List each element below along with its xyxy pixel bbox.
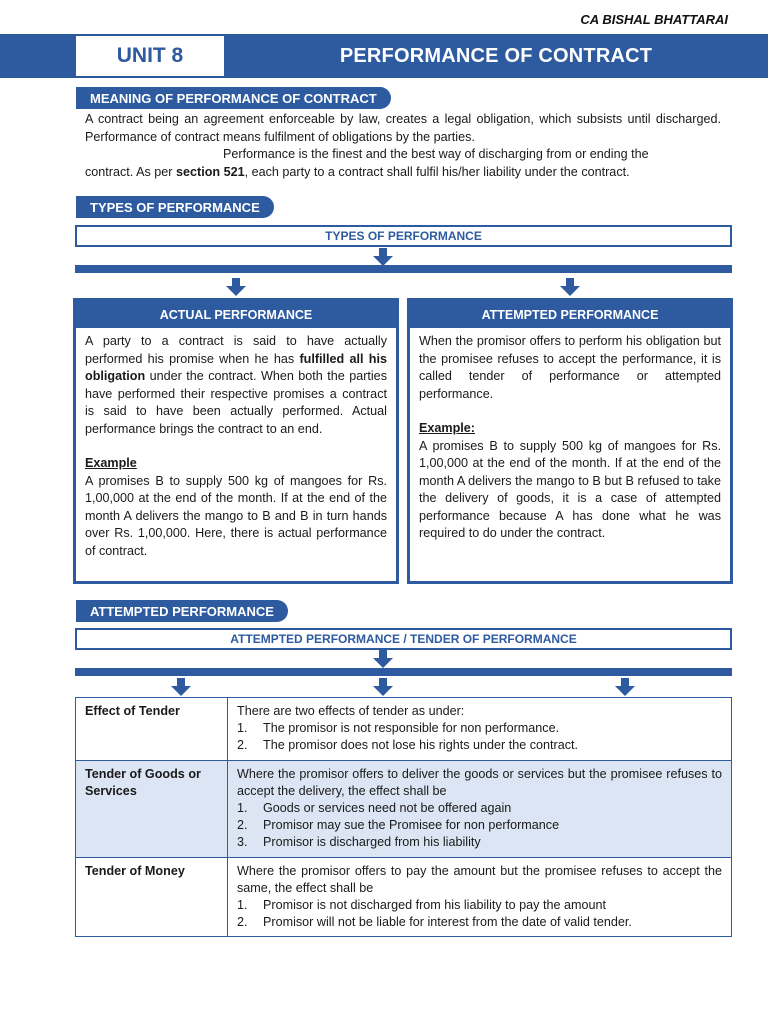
actual-example-label: Example (85, 456, 137, 470)
effects-list (237, 800, 722, 852)
attempted-performance-title: ATTEMPTED PERFORMANCE (410, 301, 730, 328)
row-label: Effect of Tender (76, 698, 228, 761)
down-arrow-icon (373, 678, 393, 696)
actual-performance-body (76, 328, 396, 560)
row-intro: Where the promisor offers to deliver the goods or services but the promisee refuses to accept the delivery, the effect shall be (237, 766, 722, 798)
attempted-flow-title: ATTEMPTED PERFORMANCE / TENDER OF PERFORMANCE (75, 628, 732, 650)
list-text: The promisor does not lose his rights under the contract. (263, 738, 579, 753)
list-text: Promisor may sue the Promisee for non performance (263, 818, 560, 833)
section-heading-meaning: MEANING OF PERFORMANCE OF CONTRACT (76, 87, 391, 109)
actual-example-text: A promises B to supply 500 kg of mangoes for Rs. 1,00,000 at the end of the month. If at the end of the month A delivers the mango to B and B in turn hands over Rs. 1,00,000. Here, there is actual performance of contract. (85, 473, 387, 558)
list-item (237, 834, 722, 851)
list-text: The promisor is not responsible for non performance. (263, 721, 560, 736)
attempted-performance-body (410, 328, 730, 543)
meaning-line-3 (85, 164, 721, 182)
list-number: 1. (237, 898, 248, 913)
list-number: 3. (237, 835, 248, 850)
attempted-example-text: A promises B to supply 500 kg of mangoes for Rs. 1,00,000 at the end of the month. If at the end of the month A delivers the mango to B but B refused to take the delivery of goods, it is a case of attempted performance because A has done what he was required to do under the contract. (419, 438, 721, 540)
actual-performance-card (73, 298, 399, 584)
actual-performance-title: ACTUAL PERFORMANCE (76, 301, 396, 328)
row-content (228, 857, 732, 937)
down-arrow-icon (560, 278, 580, 296)
list-item (237, 817, 722, 834)
list-number: 2. (237, 818, 248, 833)
table-row (76, 698, 732, 761)
down-arrow-icon (615, 678, 635, 696)
section-reference: section 521 (176, 164, 245, 179)
author-name: CA BISHAL BHATTARAI (580, 12, 728, 27)
down-arrow-icon (226, 278, 246, 296)
meaning-line-3-pre: contract. As per (85, 164, 176, 179)
list-item (237, 737, 722, 754)
flow-connector-bar (75, 668, 732, 676)
attempted-performance-definition: When the promisor offers to perform his obligation but the promisee refuses to accept the performance, it is called tender of performance or attempted performance. (419, 334, 721, 401)
list-item (237, 897, 722, 914)
actual-text-pre: A party to a contract is said to have actually performed his promise when he has (85, 334, 387, 366)
row-label: Tender of Goods or Services (76, 760, 228, 857)
row-label: Tender of Money (76, 857, 228, 937)
list-item (237, 800, 722, 817)
table-row (76, 760, 732, 857)
list-item (237, 720, 722, 737)
actual-performance-definition (85, 333, 387, 438)
meaning-line-2: Performance is the finest and the best way of discharging from or ending the (223, 147, 649, 161)
row-content (228, 698, 732, 761)
list-text: Promisor is not discharged from his liability to pay the amount (263, 898, 606, 913)
effects-list (237, 897, 722, 931)
list-number: 2. (237, 738, 248, 753)
unit-label: UNIT 8 (76, 34, 224, 78)
page-title: PERFORMANCE OF CONTRACT (339, 44, 653, 67)
effects-list (237, 720, 722, 754)
list-text: Goods or services need not be offered again (263, 801, 512, 816)
down-arrow-icon (373, 248, 393, 266)
section-heading-types: TYPES OF PERFORMANCE (76, 196, 274, 218)
attempted-example-label: Example: (419, 421, 475, 435)
row-content (228, 760, 732, 857)
list-number: 2. (237, 915, 248, 930)
row-intro: Where the promisor offers to pay the amount but the promisee refuses to accept the same, the effect shall be (237, 863, 722, 895)
flow-connector-bar (75, 265, 732, 273)
meaning-line-3-post: , each party to a contract shall fulfil his/her liability under the contract. (244, 164, 630, 179)
row-intro: There are two effects of tender as under: (237, 704, 465, 718)
down-arrow-icon (373, 650, 393, 668)
list-text: Promisor will not be liable for interest from the date of valid tender. (263, 915, 632, 930)
section-heading-attempted: ATTEMPTED PERFORMANCE (76, 600, 288, 622)
meaning-line-1: A contract being an agreement enforceable by law, creates a legal obligation, which subsists until discharged. Performance of contract means fulfilment of obligations by the parties. (85, 112, 721, 144)
down-arrow-icon (171, 678, 191, 696)
list-item (237, 914, 722, 931)
list-number: 1. (237, 721, 248, 736)
meaning-paragraph (85, 111, 721, 181)
list-text: Promisor is discharged from his liability (263, 835, 481, 850)
tender-table (75, 697, 732, 937)
actual-text-bold: fulfilled all his obligation (85, 351, 388, 383)
actual-text-post: under the contract. When both the parties have performed their respective promises a contract is said to have been actually performed. Actual performance brings the contract to an end. (85, 369, 387, 436)
list-number: 1. (237, 801, 248, 816)
types-flow-title: TYPES OF PERFORMANCE (75, 225, 732, 247)
attempted-performance-card (407, 298, 733, 584)
table-row (76, 857, 732, 937)
